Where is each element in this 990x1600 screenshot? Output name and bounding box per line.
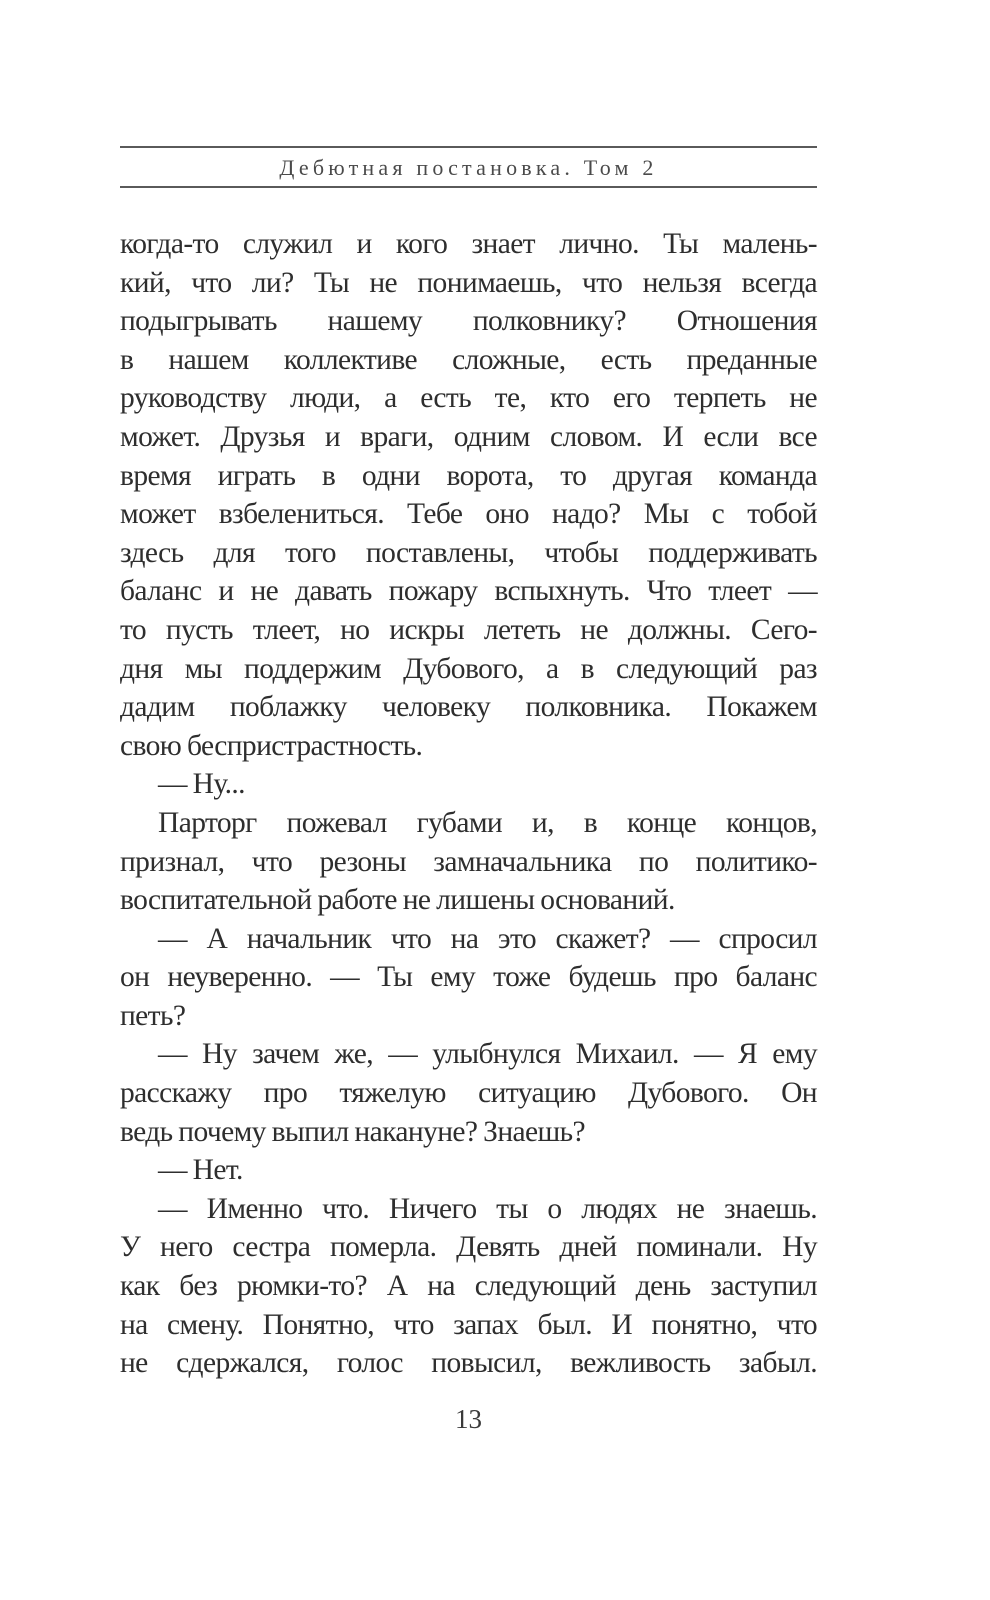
text-line: ведь почему выпил накануне? Знаешь? (120, 1115, 585, 1148)
text-line: здесь для того поставлены, чтобы поддерживать (120, 536, 817, 569)
text-line: может взбелениться. Тебе оно надо? Мы с тобой (120, 498, 817, 531)
text-line: не сдержался, голос повысил, вежливость забыл. (120, 1347, 817, 1380)
text-line: баланс и не давать пожару вспыхнуть. Что тлеет — (120, 575, 817, 608)
text-line: — А начальник что на это скажет? — спросил (158, 922, 817, 955)
text-line: петь? (120, 999, 186, 1032)
text-line: расскажу про тяжелую ситуацию Дубового. Он (120, 1077, 817, 1110)
text-line: как без рюмки-то? А на следующий день заступил (120, 1270, 817, 1303)
text-line: в нашем коллективе сложные, есть преданные (120, 343, 817, 376)
text-line: — Именно что. Ничего ты о людях не знаешь. (158, 1192, 817, 1225)
text-line: может. Друзья и враги, одним словом. И если все (120, 420, 817, 453)
text-line: — Нет. (158, 1154, 243, 1187)
text-line: свою беспристрастность. (120, 729, 423, 762)
text-line: кий, что ли? Ты не понимаешь, что нельзя всегда (120, 266, 817, 299)
running-head: Дебютная постановка. Том 2 (279, 155, 658, 180)
text-line: на смену. Понятно, что запах был. И понятно, что (120, 1308, 817, 1341)
text-line: руководству люди, а есть те, кто его терпеть не (120, 382, 817, 415)
header-rule-top (120, 146, 817, 148)
text-line: У него сестра померла. Девять дней поминали. Ну (120, 1231, 817, 1264)
text-line: подыгрывать нашему полковнику? Отношения (120, 305, 817, 338)
text-line: время играть в одни ворота, то другая команда (120, 459, 817, 492)
text-line: — Ну зачем же, — улыбнулся Михаил. — Я ему (158, 1038, 817, 1071)
text-line: когда-то служил и кого знает лично. Ты малень- (120, 228, 817, 260)
text-line: то пусть тлеет, но искры лететь не должны. Сего- (120, 613, 817, 646)
text-line: дня мы поддержим Дубового, а в следующий раз (120, 652, 817, 685)
text-line: — Ну... (158, 768, 245, 801)
text-line: дадим поблажку человеку полковника. Покажем (120, 691, 817, 724)
page-number: 13 (455, 1404, 482, 1434)
text-line: признал, что резоны замначальника по политико- (120, 845, 817, 878)
text-line: Парторг пожевал губами и, в конце концов, (158, 806, 817, 839)
body-text (120, 225, 817, 1383)
text-line: воспитательной работе не лишены оснований. (120, 884, 675, 917)
header-rule-bottom (120, 186, 817, 188)
text-line: он неуверенно. — Ты ему тоже будешь про баланс (120, 961, 817, 994)
